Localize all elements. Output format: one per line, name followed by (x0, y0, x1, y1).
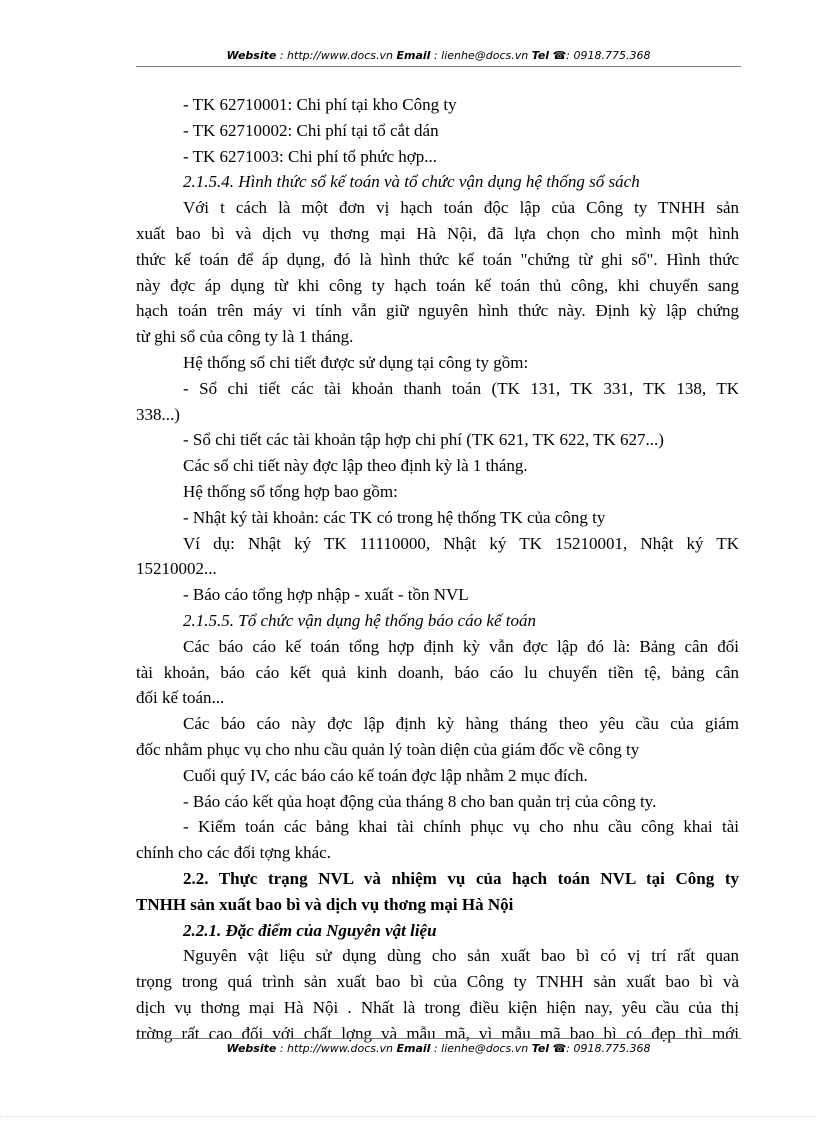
body-line: đốc nhằm phục vụ cho nhu cầu quản lý toàn diện của giám đốc về công ty (136, 739, 640, 759)
footer-rule (136, 1038, 741, 1039)
header-tel-value: : 0918.775.368 (566, 49, 651, 62)
body-line: xuất bao bì và dịch vụ thơng mại Hà Nội, đã lựa chọn cho mình một hình (136, 223, 739, 243)
section-heading-2-2-1: 2.2.1. Đặc điểm của Nguyên vật liệu (183, 920, 437, 940)
phone-icon: ☎ (552, 1042, 567, 1055)
footer-website-label: Website (226, 1042, 277, 1055)
footer-email-value: : lienhe@docs.vn (433, 1042, 529, 1055)
body-line: Cuối quý IV, các báo cáo kế toán đợc lập nhằm 2 mục đích. (183, 765, 588, 785)
body-line: Các báo cáo kế toán tổng hợp định kỳ vẫn đợc lập đó là: Bảng cân đối (183, 636, 739, 656)
page-header (136, 49, 741, 63)
body-line: này đợc áp dụng từ khi công ty hạch toán kế toán thủ công, khi chuyển sang (136, 275, 739, 295)
body-line: trờng rất cao đối với chất lợng và mẫu mã, vì mẫu mã bao bì có đẹp thì mới (136, 1023, 739, 1043)
header-website-value: : http://www.docs.vn (279, 49, 394, 62)
body-line: - TK 6271003: Chi phí tổ phức hợp... (183, 146, 437, 166)
header-email-label: Email (396, 49, 431, 62)
body-line: Ví dụ: Nhật ký TK 11110000, Nhật ký TK 15210001, Nhật ký TK (183, 533, 739, 553)
header-email-value: : lienhe@docs.vn (433, 49, 529, 62)
body-line: trọng trong quá trình sản xuất bao bì của Công ty TNHH sản xuất bao bì và (136, 972, 739, 992)
body-line: - Báo cáo tổng hợp nhập - xuất - tồn NVL (183, 585, 469, 605)
body-line: chính cho các đối tợng khác. (136, 843, 331, 863)
document-body (136, 92, 739, 1046)
body-line: - Nhật ký tài khoản: các TK có trong hệ thống TK của công ty (183, 507, 606, 527)
body-line: - TK 62710001: Chi phí tại kho Công ty (183, 95, 457, 114)
body-line: - Sổ chi tiết các tài khoản thanh toán (TK 131, TK 331, TK 138, TK (183, 378, 739, 398)
body-line: dịch vụ thơng mại Hà Nội . Nhất là trong điều kiện hiện nay, yêu cầu của thị (136, 997, 739, 1017)
body-line: Hệ thống sổ tổng hợp bao gồm: (183, 481, 398, 501)
section-heading-2-1-5-5: 2.1.5.5. Tổ chức vận dụng hệ thống báo cáo kế toán (183, 610, 536, 630)
body-line: thức kế toán để áp dụng, đó là hình thức kế toán "chứng từ ghi sổ". Hình thức (136, 249, 739, 269)
section-heading-2-1-5-4: 2.1.5.4. Hình thức sổ kế toán và tổ chức vận dụng hệ thống sổ sách (183, 172, 640, 192)
header-website-label: Website (226, 49, 277, 62)
body-line: Các báo cáo này đợc lập định kỳ hàng tháng theo yêu cầu của giám (183, 714, 739, 734)
footer-email-label: Email (396, 1042, 431, 1055)
footer-tel-label: Tel (531, 1042, 550, 1055)
body-line: từ ghi sổ của công ty là 1 tháng. (136, 327, 354, 347)
body-line: đối kế toán... (136, 688, 225, 708)
phone-icon: ☎ (552, 49, 567, 62)
body-line: - Sổ chi tiết các tài khoản tập hợp chi phí (TK 621, TK 622, TK 627...) (183, 430, 664, 450)
body-line: - Kiểm toán các bảng khai tài chính phục vụ cho nhu cầu công khai tài (183, 817, 739, 837)
header-tel-label: Tel (531, 49, 550, 62)
body-line: - Báo cáo kết qủa hoạt động của tháng 8 cho ban quản trị của công ty. (183, 791, 657, 811)
section-heading-2-2: 2.2. Thực trạng NVL và nhiệm vụ của hạch toán NVL tại Công ty (183, 868, 739, 888)
body-line: Hệ thống sổ chi tiết được sử dụng tại công ty gồm: (183, 352, 529, 372)
body-line: hạch toán trên máy vi tính vẫn giữ nguyên hình thức này. Định kỳ lập chứng (136, 301, 739, 321)
section-heading-2-2-cont: TNHH sản xuất bao bì và dịch vụ thơng mại Hà Nội (136, 894, 514, 914)
footer-website-value: : http://www.docs.vn (279, 1042, 394, 1055)
footer-tel-value: : 0918.775.368 (566, 1042, 651, 1055)
body-line: Với t cách là một đơn vị hạch toán độc lập của Công ty TNHH sản (183, 198, 739, 218)
body-line: Nguyên vật liệu sử dụng dùng cho sản xuất bao bì có vị trí rất quan (183, 946, 739, 966)
page-footer (136, 1042, 741, 1056)
header-rule (136, 66, 741, 67)
body-line: 15210002... (136, 559, 217, 579)
body-line: tài khoản, báo cáo kết quả kinh doanh, báo cáo lu chuyển tiền tệ, bảng cân (136, 662, 739, 682)
page-bottom-dotted-border (0, 1116, 816, 1117)
body-line: - TK 62710002: Chi phí tại tổ cắt dán (183, 120, 439, 140)
body-line: Các sổ chi tiết này đợc lập theo định kỳ là 1 tháng. (183, 456, 528, 476)
body-line: 338...) (136, 404, 180, 424)
